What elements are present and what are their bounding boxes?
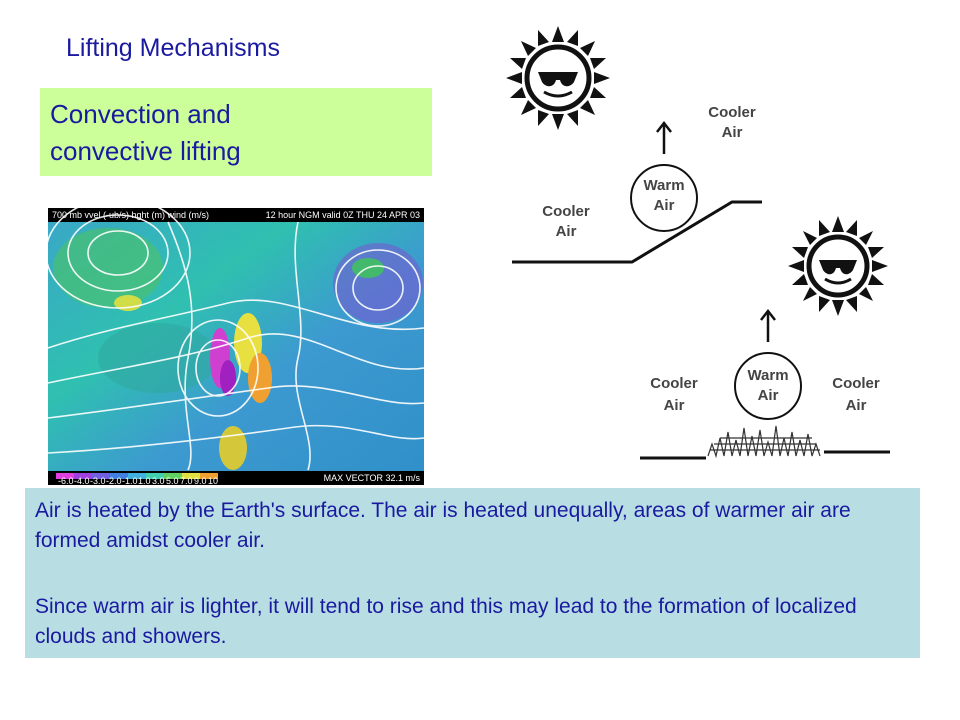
colorbar-tick: -2.0: [106, 476, 122, 485]
svg-text:Cooler: Cooler: [832, 375, 880, 392]
colorbar-tick: -4.0: [74, 476, 90, 485]
svg-text:Air: Air: [653, 197, 675, 214]
vegetation-icon: [708, 426, 820, 456]
colorbar-tick: 10: [208, 476, 219, 485]
svg-text:Air: Air: [757, 387, 779, 404]
svg-text:Air: Air: [555, 223, 577, 240]
slide-title: Lifting Mechanisms: [66, 34, 280, 62]
subtitle: [50, 96, 430, 170]
colorbar-tick: 9.0: [194, 476, 207, 485]
svg-text:Cooler: Cooler: [708, 104, 756, 121]
svg-text:Warm: Warm: [643, 177, 685, 194]
explanation-paragraph-2: Since warm air is lighter, it will tend to rise and this may lead to the formation of localized clouds and showers.: [35, 595, 857, 648]
map-footer-right: MAX VECTOR 32.1 m/s: [323, 473, 420, 483]
colorbar-tick: 3.0: [152, 476, 165, 485]
map-header-right: 12 hour NGM valid 0Z THU 24 APR 03: [265, 210, 420, 220]
colorbar-tick: 7.0: [180, 476, 193, 485]
colorbar-tick: 5.0: [166, 476, 179, 485]
colorbar-tick: 1.0: [138, 476, 151, 485]
colorbar-tick: -6.0: [58, 476, 74, 485]
explanation-paragraph-1: Air is heated by the Earth's surface. The air is heated unequally, areas of warmer air are formed amidst cooler air.: [35, 499, 851, 552]
svg-text:Air: Air: [845, 397, 867, 414]
svg-text:Cooler: Cooler: [542, 203, 590, 220]
colorbar-tick: -1.0: [122, 476, 138, 485]
cooler-air-label-top-right: [708, 104, 756, 141]
cooler-air-label-bottom-left: [650, 375, 698, 414]
convection-diagram: [500, 20, 920, 490]
sun-icon: [788, 216, 888, 316]
subtitle-line-1: Convection and: [50, 99, 231, 129]
sun-icon: [506, 26, 610, 130]
svg-text:Air: Air: [721, 124, 743, 141]
svg-text:Warm: Warm: [747, 367, 789, 384]
cooler-air-label-top-left: [542, 203, 590, 240]
up-arrow-icon: [657, 123, 671, 154]
subtitle-line-2: convective lifting: [50, 136, 241, 166]
svg-text:Cooler: Cooler: [650, 375, 698, 392]
map-header-left: 700 mb vvel (-ub/s) hght (m) wind (m/s): [52, 210, 210, 220]
colorbar-tick: -3.0: [90, 476, 106, 485]
cooler-air-label-bottom-right: [832, 375, 880, 414]
weather-map-image: [48, 208, 424, 485]
svg-text:Air: Air: [663, 397, 685, 414]
up-arrow-icon: [761, 311, 775, 342]
